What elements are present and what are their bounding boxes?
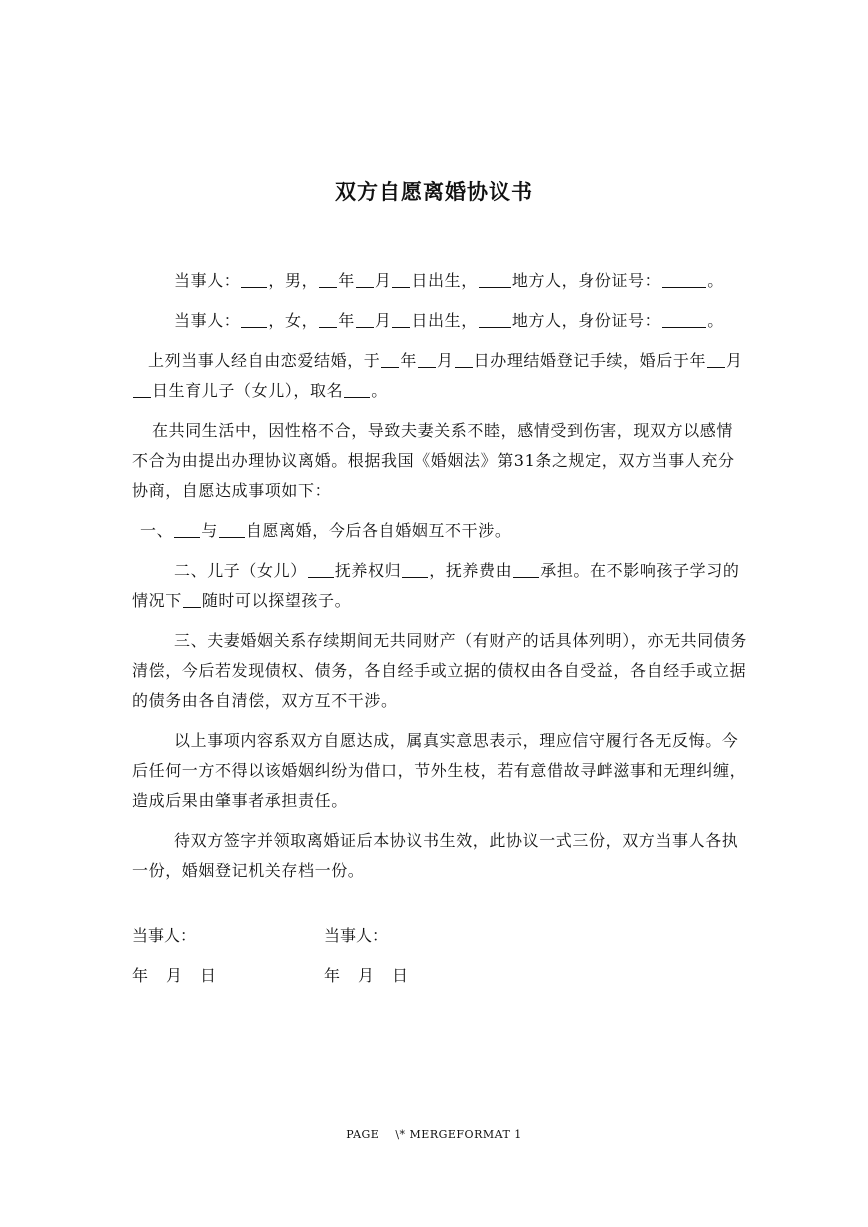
native-text: 地方人，身份证号： [511, 271, 662, 290]
party-prefix: 当事人： [174, 311, 241, 330]
signature-row [132, 922, 632, 962]
blank-birth-month[interactable] [707, 351, 725, 368]
blank-month[interactable] [356, 311, 374, 328]
blank-marry-month[interactable] [418, 351, 436, 368]
party-line-male [132, 266, 748, 296]
blank-native[interactable] [479, 311, 511, 328]
date-month: 月 [358, 966, 375, 985]
blank-name[interactable] [241, 271, 267, 288]
year-text: 年 [400, 351, 418, 370]
marriage-text-2: 日办理结婚登记手续，婚后于 [473, 351, 690, 370]
sex-text: ，男， [268, 271, 319, 290]
item-number: 一、 [140, 521, 174, 540]
blank-birth-day[interactable] [133, 381, 151, 398]
blank-native[interactable] [479, 271, 511, 288]
item-one [132, 516, 748, 546]
blank-party-a[interactable] [174, 521, 200, 538]
blank-custodian[interactable] [402, 561, 428, 578]
document-body [132, 266, 748, 896]
item-text: 与 [201, 521, 218, 540]
month-text: 月 [726, 351, 743, 370]
marriage-paragraph [132, 346, 748, 406]
birth-text: 日出生， [411, 311, 478, 330]
sex-text: ，女， [268, 311, 319, 330]
marriage-text-1: 上列当事人经自由恋爱结婚，于 [148, 351, 381, 370]
party-label-left: 当事人： [132, 926, 197, 945]
blank-name[interactable] [241, 311, 267, 328]
date-day: 日 [392, 966, 409, 985]
year-text: 年 [689, 351, 707, 370]
year-text: 年 [338, 311, 355, 330]
blank-day[interactable] [392, 271, 410, 288]
blank-id[interactable] [662, 271, 706, 288]
date-left [132, 962, 324, 1002]
effect-paragraph: 待双方签字并领取离婚证后本协议书生效，此协议一式三份，双方当事人各执一份，婚姻登记机关存档一份。 [132, 831, 739, 880]
year-text: 年 [338, 271, 355, 290]
closing-paragraph: 以上事项内容系双方自愿达成，属真实意思表示，理应信守履行各无反悔。今后任何一方不得以该婚姻纠纷为借口，节外生枝，若有意借故寻衅滋事和无理纠缠，造成后果由肇事者承担责任。 [132, 731, 747, 810]
birth-text: 日出生， [411, 271, 478, 290]
blank-child-name[interactable] [344, 381, 370, 398]
native-text: 地方人，身份证号： [511, 311, 662, 330]
item-text: 承担。在不影响孩子学习的情况下 [132, 561, 740, 610]
blank-day[interactable] [392, 311, 410, 328]
signature-area [132, 922, 632, 1002]
end-text: 。 [707, 311, 724, 330]
party-prefix: 当事人： [174, 271, 241, 290]
blank-marry-day[interactable] [455, 351, 473, 368]
end-text: 。 [707, 271, 724, 290]
blank-child[interactable] [308, 561, 334, 578]
blank-year[interactable] [319, 311, 337, 328]
blank-marry-year[interactable] [381, 351, 399, 368]
blank-visitor[interactable] [183, 591, 201, 608]
item-text: 二、儿子（女儿） [174, 561, 307, 580]
blank-month[interactable] [356, 271, 374, 288]
item-two [132, 556, 748, 616]
blank-payer[interactable] [513, 561, 539, 578]
party-line-female [132, 306, 748, 336]
marriage-text-3: 日生育儿子（女儿），取名 [152, 381, 344, 400]
end-text: 。 [371, 381, 388, 400]
date-day: 日 [200, 966, 217, 985]
date-month: 月 [166, 966, 183, 985]
item-text: 抚养权归 [334, 561, 402, 580]
item-text: 自愿离婚，今后各自婚姻互不干涉。 [245, 521, 512, 540]
item-text: ，抚养费由 [429, 561, 513, 580]
item-text: 随时可以探望孩子。 [201, 591, 352, 610]
month-text: 月 [374, 271, 392, 290]
date-row [132, 962, 632, 1002]
reason-paragraph: 在共同生活中，因性格不合，导致夫妻关系不睦，感情受到伤害，现双方以感情不合为由提出办理协议离婚。根据我国《婚姻法》第31条之规定，双方当事人充分协商，自愿达成事项如下： [132, 421, 735, 500]
document-title: 双方自愿离婚协议书 [335, 179, 533, 204]
month-text: 月 [437, 351, 454, 370]
date-year: 年 [132, 966, 149, 985]
blank-party-b[interactable] [219, 521, 245, 538]
date-right [324, 962, 516, 1002]
date-year: 年 [324, 966, 341, 985]
blank-year[interactable] [319, 271, 337, 288]
blank-id[interactable] [662, 311, 706, 328]
party-label-right: 当事人： [324, 926, 389, 945]
item-three: 三、夫妻婚姻关系存续期间无共同财产（有财产的话具体列明），亦无共同债务清偿，今后若发现债权、债务，各自经手或立据的债权由各自受益，各自经手或立据的债务由各自清偿，双方互不干涉。 [132, 631, 748, 710]
page-footer [0, 1128, 868, 1141]
page-field-text: PAGE \* MERGEFORMAT 1 [346, 1128, 522, 1141]
month-text: 月 [374, 311, 392, 330]
